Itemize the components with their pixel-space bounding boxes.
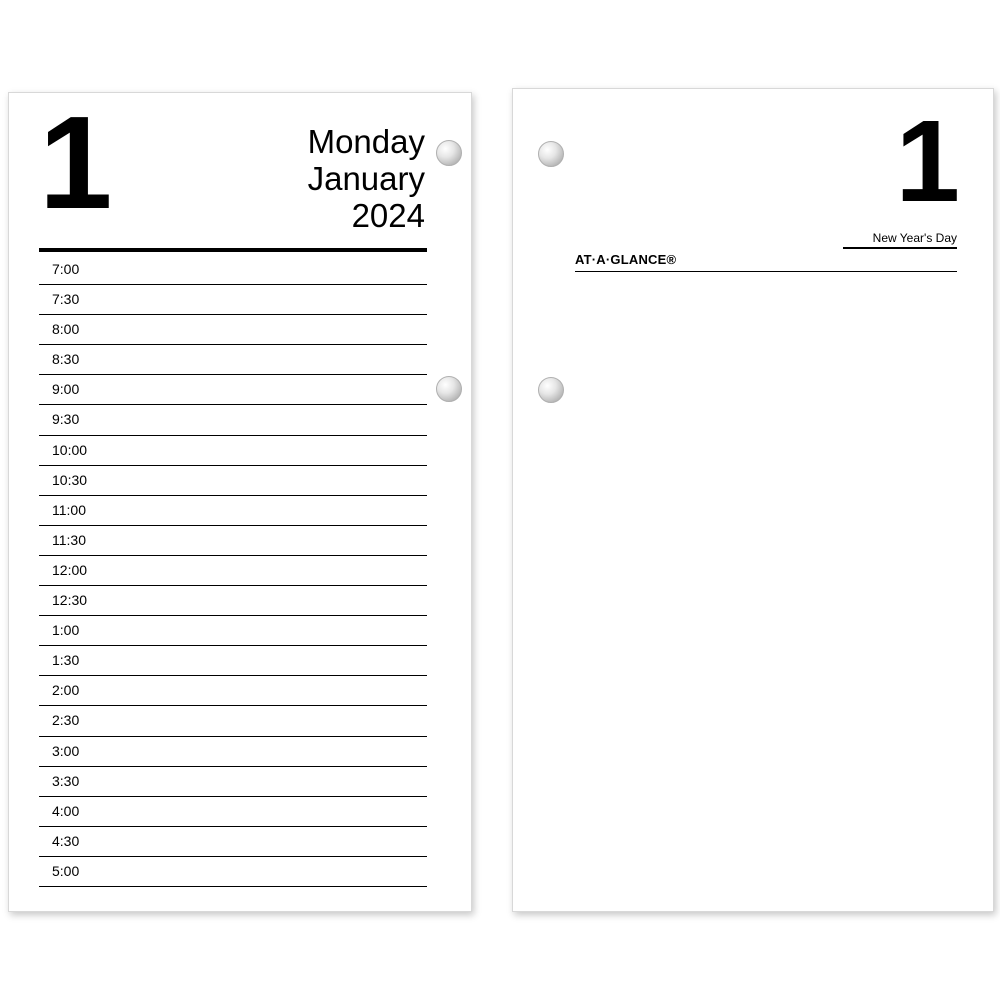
time-slot-row[interactable] bbox=[39, 737, 427, 767]
time-slot-label: 1:30 bbox=[52, 652, 80, 669]
time-slot-label: 1:00 bbox=[52, 622, 80, 639]
time-slot-label: 7:00 bbox=[52, 261, 80, 277]
punch-hole-icon bbox=[436, 376, 462, 402]
time-slot-label: 8:00 bbox=[52, 321, 80, 338]
header-divider bbox=[39, 248, 427, 252]
time-slot-row[interactable] bbox=[39, 827, 427, 857]
time-slot-row[interactable] bbox=[39, 556, 427, 586]
time-slot-row[interactable] bbox=[39, 706, 427, 736]
month-label: January bbox=[307, 160, 425, 197]
weekday-label: Monday bbox=[307, 123, 425, 160]
time-slot-row[interactable] bbox=[39, 436, 427, 466]
time-slot-row[interactable] bbox=[39, 797, 427, 827]
time-slot-row[interactable] bbox=[39, 616, 427, 646]
time-slot-row[interactable] bbox=[39, 315, 427, 345]
time-slot-label: 3:30 bbox=[52, 772, 80, 789]
time-slot-row[interactable] bbox=[39, 496, 427, 526]
time-slot-label: 9:30 bbox=[52, 411, 80, 428]
punch-hole-icon bbox=[436, 140, 462, 166]
punch-hole-icon bbox=[538, 141, 564, 167]
time-slot-row[interactable] bbox=[39, 646, 427, 676]
time-slot-label: 12:30 bbox=[52, 592, 88, 609]
time-slot-row[interactable] bbox=[39, 676, 427, 706]
time-slot-label: 5:00 bbox=[52, 862, 80, 879]
time-slot-label: 10:00 bbox=[52, 441, 88, 458]
year-label: 2024 bbox=[351, 197, 425, 234]
brand-logo: AT·A·GLANCE® bbox=[575, 252, 677, 267]
punch-hole-icon bbox=[538, 377, 564, 403]
time-slot-label: 2:30 bbox=[52, 712, 80, 729]
time-slot-label: 3:00 bbox=[52, 742, 80, 759]
brand-divider bbox=[575, 271, 957, 272]
time-slot-label: 12:00 bbox=[52, 561, 88, 578]
time-slot-label: 7:30 bbox=[52, 291, 80, 308]
time-slot-row[interactable] bbox=[39, 526, 427, 556]
time-slot-label: 11:30 bbox=[52, 531, 86, 548]
time-slot-row[interactable] bbox=[39, 466, 427, 496]
time-slot-row[interactable] bbox=[39, 285, 427, 315]
left-calendar-page bbox=[8, 89, 472, 912]
time-slot-label: 4:00 bbox=[52, 802, 80, 819]
time-slot-label: 11:00 bbox=[52, 501, 86, 518]
time-slot-label: 9:00 bbox=[52, 381, 80, 398]
date-heading bbox=[308, 123, 425, 234]
right-day-number: 1 bbox=[895, 96, 957, 226]
left-day-number: 1 bbox=[39, 89, 109, 236]
time-slot-label: 10:30 bbox=[52, 471, 88, 488]
holiday-label: New Year's Day bbox=[872, 231, 957, 245]
time-slot-row[interactable] bbox=[39, 405, 427, 435]
time-slot-row[interactable] bbox=[39, 345, 427, 375]
time-slot-label: 2:00 bbox=[52, 682, 80, 699]
time-slot-row[interactable] bbox=[39, 767, 427, 797]
time-slot-row[interactable] bbox=[39, 375, 427, 405]
time-slot-row[interactable] bbox=[39, 255, 427, 285]
appointment-time-list bbox=[39, 255, 427, 887]
holiday-divider bbox=[843, 247, 957, 249]
time-slot-row[interactable] bbox=[39, 586, 427, 616]
right-calendar-page bbox=[512, 88, 994, 912]
time-slot-label: 8:30 bbox=[52, 351, 80, 368]
time-slot-row[interactable] bbox=[39, 857, 427, 887]
time-slot-label: 4:30 bbox=[52, 832, 80, 849]
